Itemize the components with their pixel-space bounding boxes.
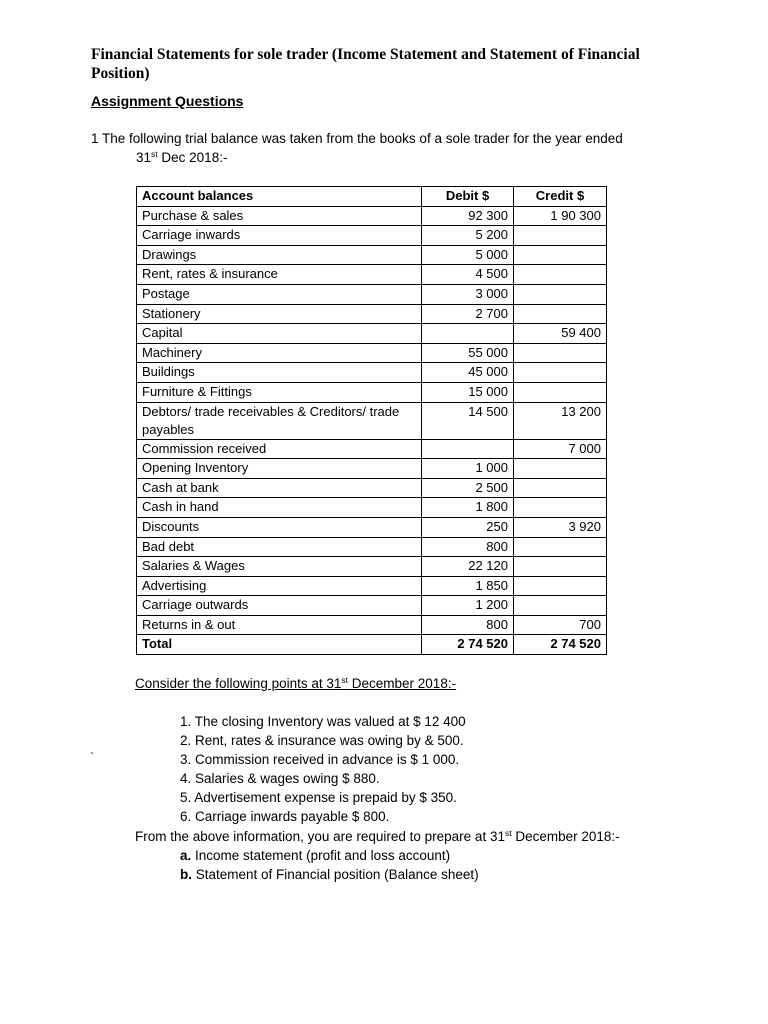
debit-cell: 14 500 bbox=[422, 402, 514, 439]
consider-text-end: December 2018:- bbox=[348, 676, 457, 691]
required-part bbox=[180, 865, 479, 884]
account-cell: Bad debt bbox=[137, 537, 422, 557]
credit-cell: 7 000 bbox=[514, 439, 607, 459]
debit-cell: 800 bbox=[422, 537, 514, 557]
account-cell: Salaries & Wages bbox=[137, 557, 422, 577]
table-row bbox=[137, 304, 607, 324]
required-part bbox=[180, 846, 479, 865]
trial-balance-table bbox=[136, 186, 607, 655]
credit-cell bbox=[514, 226, 607, 246]
account-cell: Cash in hand bbox=[137, 498, 422, 518]
part-text: Income statement (profit and loss account) bbox=[191, 848, 451, 863]
table-row bbox=[137, 576, 607, 596]
account-cell: Opening Inventory bbox=[137, 459, 422, 479]
debit-cell: 3 000 bbox=[422, 284, 514, 304]
required-parts bbox=[180, 846, 479, 884]
account-cell: Purchase & sales bbox=[137, 206, 422, 226]
account-cell: Debtors/ trade receivables & Creditors/ trade payables bbox=[137, 402, 422, 439]
part-letter: a. bbox=[180, 848, 192, 863]
account-cell: Returns in & out bbox=[137, 615, 422, 635]
account-cell: Postage bbox=[137, 284, 422, 304]
adjustment-points bbox=[180, 712, 466, 826]
account-cell: Stationery bbox=[137, 304, 422, 324]
consider-suffix: st bbox=[341, 675, 349, 685]
table-row bbox=[137, 402, 607, 439]
account-cell: Rent, rates & insurance bbox=[137, 265, 422, 285]
credit-cell bbox=[514, 343, 607, 363]
table-row bbox=[137, 537, 607, 557]
list-item: 4. Salaries & wages owing $ 880. bbox=[180, 771, 380, 786]
list-item: 1. The closing Inventory was valued at $ 12 400 bbox=[180, 714, 466, 729]
total-debit: 2 74 520 bbox=[422, 635, 514, 655]
question-line-2 bbox=[91, 148, 691, 167]
list-item: 6. Carriage inwards payable $ 800. bbox=[180, 809, 390, 824]
debit-cell: 800 bbox=[422, 615, 514, 635]
header-debit: Debit $ bbox=[422, 187, 514, 207]
credit-cell bbox=[514, 382, 607, 402]
account-cell: Advertising bbox=[137, 576, 422, 596]
debit-cell: 5 000 bbox=[422, 245, 514, 265]
debit-cell: 15 000 bbox=[422, 382, 514, 402]
debit-cell: 45 000 bbox=[422, 363, 514, 383]
debit-cell: 1 000 bbox=[422, 459, 514, 479]
question-date-rest: Dec 2018:- bbox=[157, 150, 228, 165]
credit-cell bbox=[514, 245, 607, 265]
account-cell: Capital bbox=[137, 324, 422, 344]
table-row bbox=[137, 596, 607, 616]
debit-cell: 55 000 bbox=[422, 343, 514, 363]
table-row bbox=[137, 343, 607, 363]
required-before: From the above information, you are required to prepare at 31 bbox=[135, 829, 505, 844]
required-suffix: st bbox=[504, 828, 512, 838]
list-item: 5. Advertisement expense is prepaid by $ 350. bbox=[180, 790, 457, 805]
table-row bbox=[137, 226, 607, 246]
consider-text: Consider the following points at 31 bbox=[135, 676, 342, 691]
table-row bbox=[137, 498, 607, 518]
credit-cell: 700 bbox=[514, 615, 607, 635]
total-credit: 2 74 520 bbox=[514, 635, 607, 655]
credit-cell bbox=[514, 596, 607, 616]
table-header-row bbox=[137, 187, 607, 207]
table-row bbox=[137, 206, 607, 226]
debit-cell: 1 850 bbox=[422, 576, 514, 596]
credit-cell bbox=[514, 478, 607, 498]
credit-cell bbox=[514, 537, 607, 557]
credit-cell bbox=[514, 498, 607, 518]
credit-cell bbox=[514, 459, 607, 479]
document-title: Financial Statements for sole trader (Income Statement and Statement of Financial Position) bbox=[91, 46, 640, 82]
list-item: 2. Rent, rates & insurance was owing by & 500. bbox=[180, 733, 464, 748]
account-cell: Discounts bbox=[137, 517, 422, 537]
table-row bbox=[137, 324, 607, 344]
debit-cell: 2 500 bbox=[422, 478, 514, 498]
credit-cell bbox=[514, 265, 607, 285]
table-row bbox=[137, 265, 607, 285]
credit-cell bbox=[514, 363, 607, 383]
account-cell: Carriage inwards bbox=[137, 226, 422, 246]
debit-cell: 1 800 bbox=[422, 498, 514, 518]
required-text bbox=[135, 827, 620, 846]
table-row bbox=[137, 245, 607, 265]
question-text bbox=[91, 129, 691, 167]
table-row bbox=[137, 459, 607, 479]
assignment-subtitle: Assignment Questions bbox=[91, 93, 244, 109]
required-after: December 2018:- bbox=[511, 829, 620, 844]
account-cell: Drawings bbox=[137, 245, 422, 265]
table-row bbox=[137, 363, 607, 383]
table-row bbox=[137, 439, 607, 459]
list-item: 3. Commission received in advance is $ 1 000. bbox=[180, 752, 460, 767]
account-cell: Machinery bbox=[137, 343, 422, 363]
header-credit: Credit $ bbox=[514, 187, 607, 207]
credit-cell: 3 920 bbox=[514, 517, 607, 537]
credit-cell bbox=[514, 576, 607, 596]
debit-cell: 1 200 bbox=[422, 596, 514, 616]
table-row bbox=[137, 382, 607, 402]
credit-cell: 59 400 bbox=[514, 324, 607, 344]
debit-cell: 2 700 bbox=[422, 304, 514, 324]
part-letter: b. bbox=[180, 867, 192, 882]
question-day: 31 bbox=[136, 150, 152, 165]
table-row bbox=[137, 517, 607, 537]
debit-cell: 22 120 bbox=[422, 557, 514, 577]
consider-heading bbox=[135, 676, 456, 691]
account-cell: Commission received bbox=[137, 439, 422, 459]
debit-cell: 92 300 bbox=[422, 206, 514, 226]
credit-cell: 13 200 bbox=[514, 402, 607, 439]
debit-cell: 250 bbox=[422, 517, 514, 537]
total-label: Total bbox=[137, 635, 422, 655]
table-row bbox=[137, 284, 607, 304]
credit-cell bbox=[514, 284, 607, 304]
part-text: Statement of Financial position (Balance sheet) bbox=[192, 867, 479, 882]
table-row bbox=[137, 615, 607, 635]
question-line-1: 1 The following trial balance was taken from the books of a sole trader for the year ended bbox=[91, 131, 623, 146]
account-cell: Buildings bbox=[137, 363, 422, 383]
debit-cell: 4 500 bbox=[422, 265, 514, 285]
account-cell: Carriage outwards bbox=[137, 596, 422, 616]
stray-mark: ` bbox=[90, 750, 94, 764]
credit-cell bbox=[514, 557, 607, 577]
table-total-row bbox=[137, 635, 607, 655]
credit-cell bbox=[514, 304, 607, 324]
account-cell: Cash at bank bbox=[137, 478, 422, 498]
debit-cell bbox=[422, 439, 514, 459]
header-account: Account balances bbox=[137, 187, 422, 207]
table-row bbox=[137, 557, 607, 577]
account-cell: Furniture & Fittings bbox=[137, 382, 422, 402]
debit-cell: 5 200 bbox=[422, 226, 514, 246]
credit-cell: 1 90 300 bbox=[514, 206, 607, 226]
table-row bbox=[137, 478, 607, 498]
question-day-suffix: st bbox=[151, 149, 158, 159]
debit-cell bbox=[422, 324, 514, 344]
